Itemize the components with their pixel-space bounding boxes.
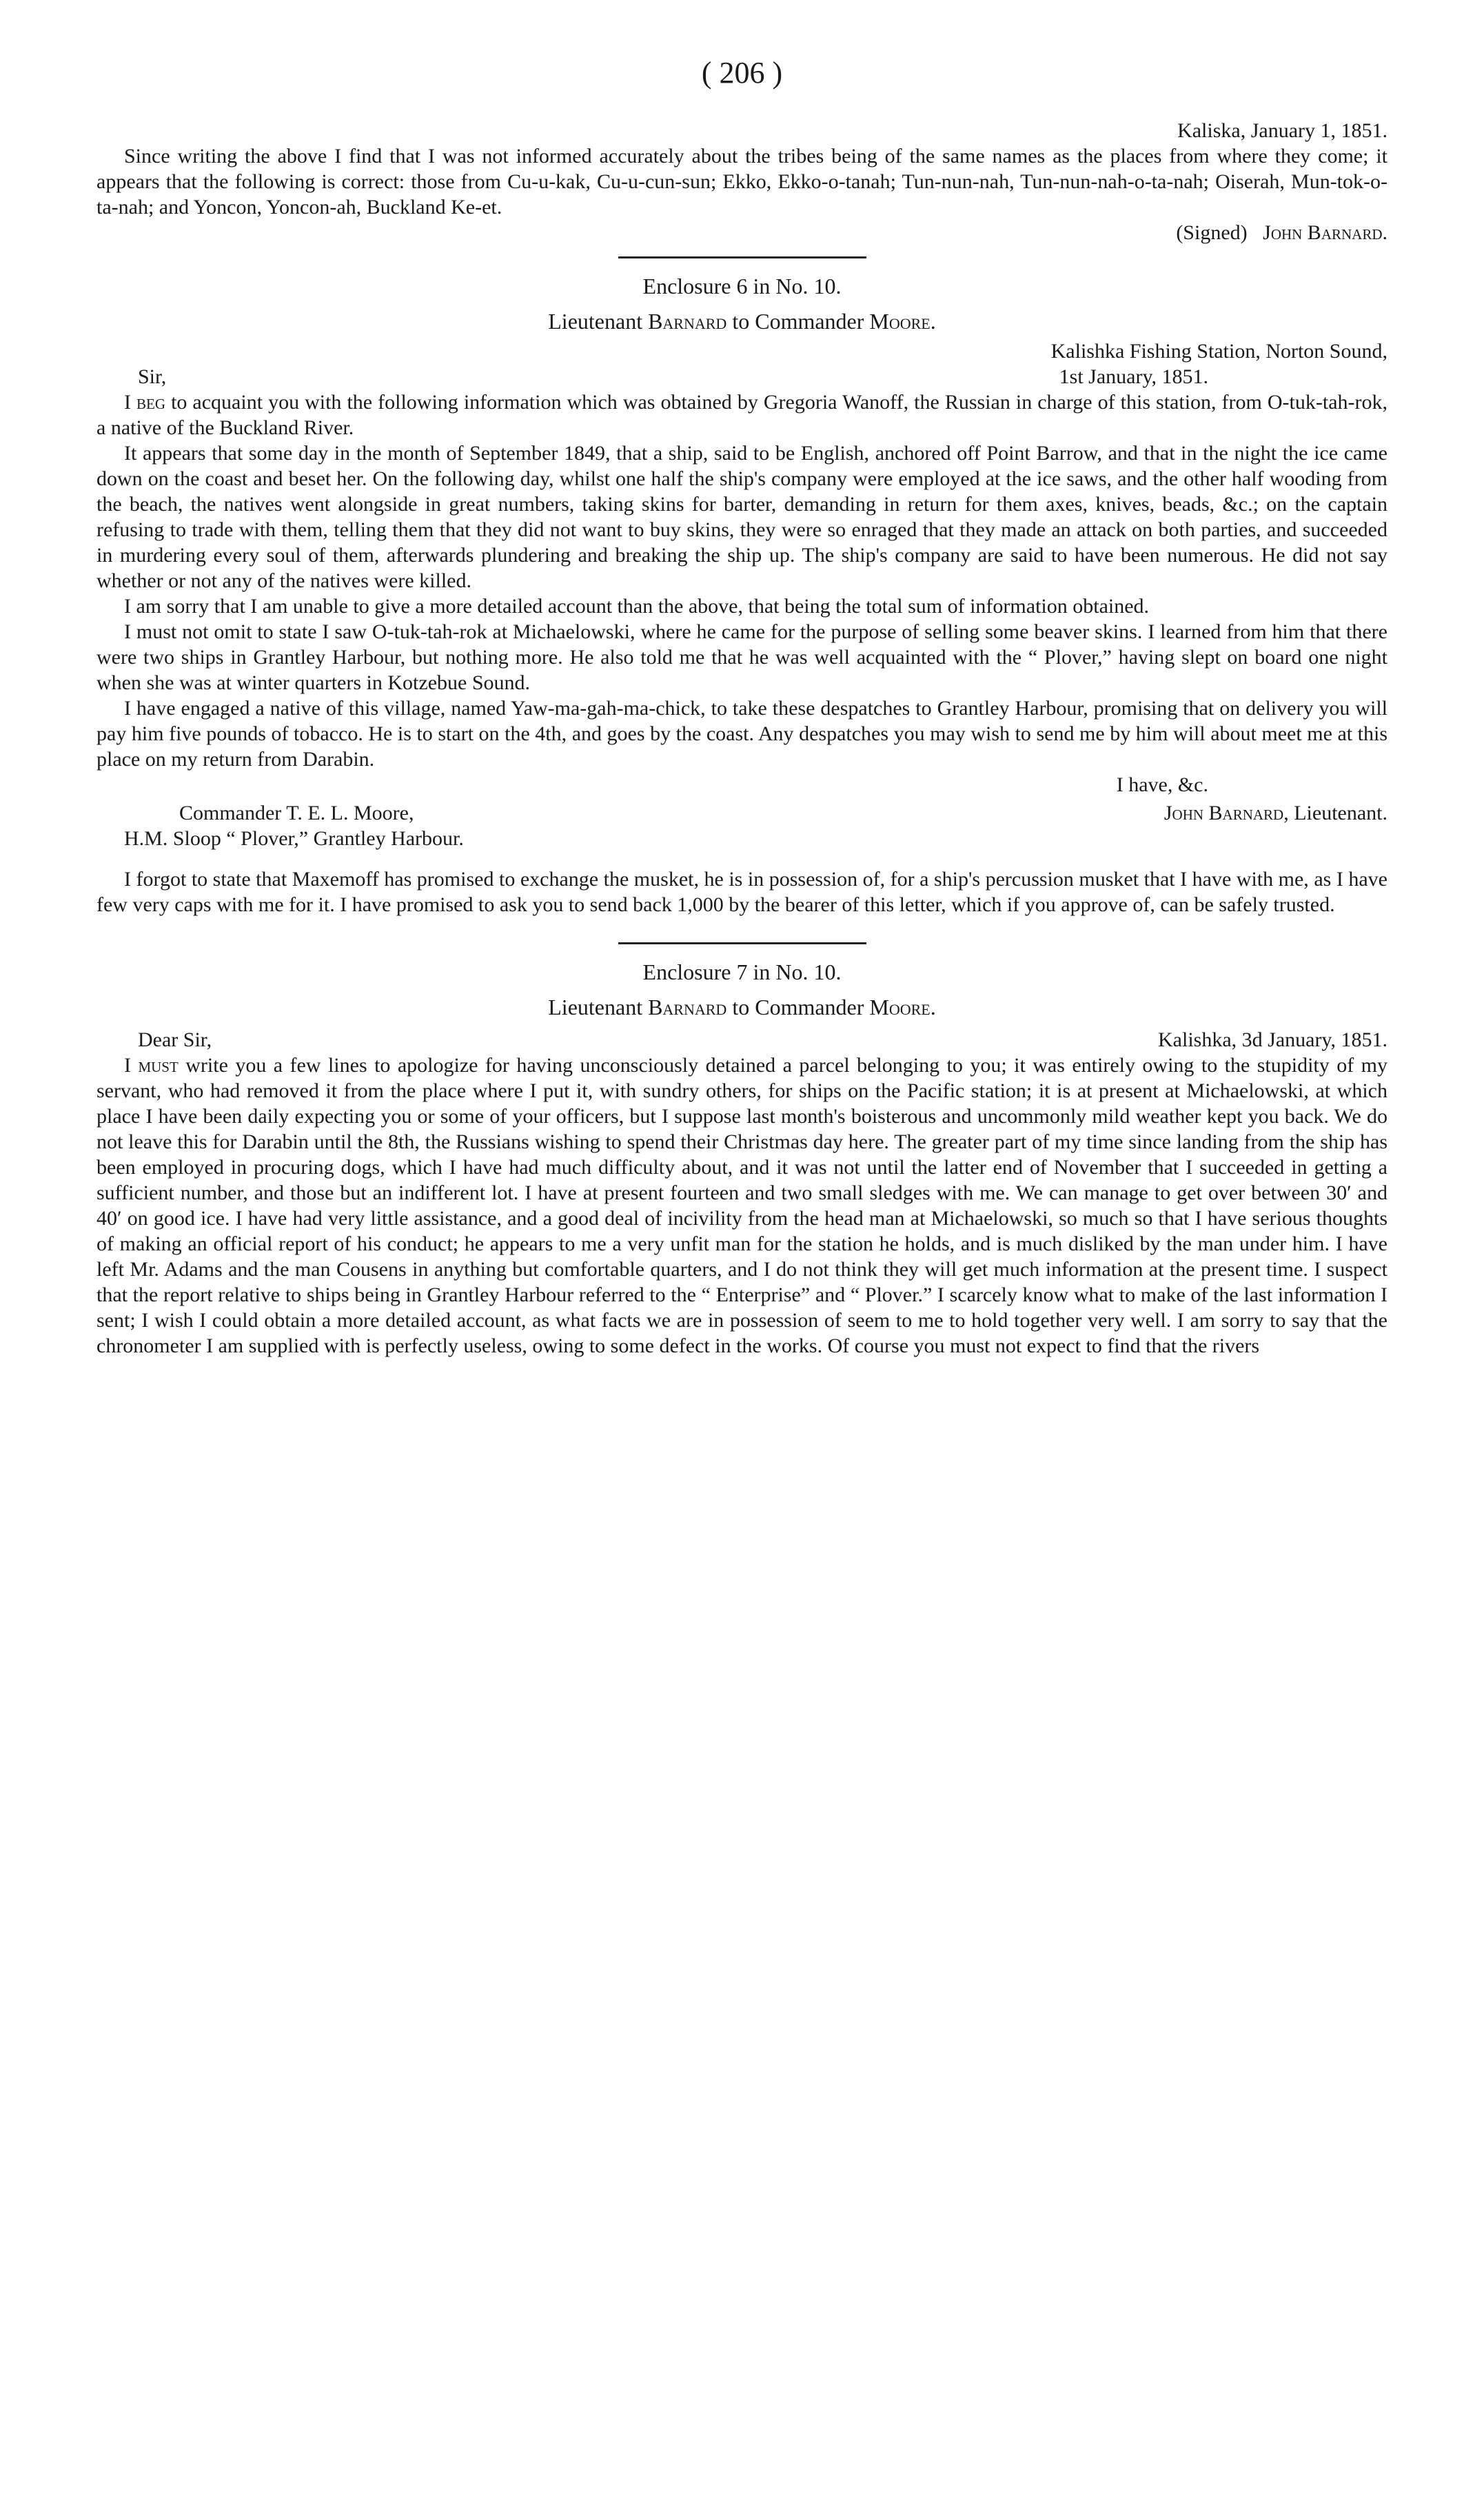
section-divider: [618, 942, 866, 944]
enclosure-7: [96, 959, 1388, 1359]
letter-date: 1st January, 1851.: [1059, 365, 1208, 388]
letter-paragraph: [96, 389, 1388, 440]
subheading-prefix: Lieutenant: [548, 995, 643, 1019]
intro-dateline: Kaliska, January 1, 1851.: [1177, 119, 1388, 142]
intro-postscript: [96, 118, 1388, 245]
subheading-mid: to Commander: [732, 995, 864, 1019]
page-number: ( 206 ): [701, 56, 783, 90]
addressee-line: Commander T. E. L. Moore,: [179, 802, 414, 824]
letter-paragraph: I must not omit to state I saw O-tuk-tah-rok at Michaelowski, where he came for the purpose of selling some beaver skins. I learned from him that there were two ships in Grantley Harbour, but nothing more. He also told me that he was well acquainted with the “ Plover,” having slept on board one night when she was at winter quarters in Kotzebue Sound.: [96, 620, 1388, 694]
enclosure-subheading: [96, 995, 1388, 1020]
section-divider: [618, 256, 866, 258]
letter-paragraph: I am sorry that I am unable to give a more detailed account than the above, that being the total sum of information obtained.: [124, 595, 1150, 618]
letter-paragraph: I have engaged a native of this village, named Yaw-ma-gah-ma-chick, to take these despatches to Grantley Harbour, promising that on delivery you will pay him five pounds of tobacco. He is to start on the 4th, and goes by the coast. Any despatches you may wish to send me by him will about meet me at this place on my return from Darabin.: [96, 697, 1388, 771]
paragraph-text: write you a few lines to apologize for having unconsciously detained a parcel belonging to you; it was entirely owing to the stupidity of my servant, who had removed it from the place where I put it, with sundry others, for ships on the Pacific station; it is at present at Michaelowski, at which place I have been daily expecting you or some of your officers, but I suppose last month's boisterous and uncommonly mild weather kept you back. We do not leave this for Darabin until the 8th, the Russians wishing to spend their Christmas day here. The greater part of my time since landing from the ship has been employed in procuring dogs, which I have had much difficulty about, and it was not until the latter end of November that I succeeded in getting a sufficient number, and those but an indifferent lot. I have at present fourteen and two small sledges with me. We can manage to get over between 30′ and 40′ on good ice. I have had very little assistance, and a good deal of incivility from the head man at Michaelowski, so much so that I have serious thoughts of making an official report of his conduct; he appears to me a very unfit man for the station he holds, and is much disliked by the man under him. I have left Mr. Adams and the man Cousens in anything but comfortable quarters, and I do not think they will get much information at the present time. I suspect that the report relative to ships being in Grantley Harbour referred to the “ Enterprise” and “ Plover.” I scarcely know what to make of the last information I sent; I wish I could obtain a more detailed account, as what facts we are in possession of seem to me to hold together very well. I am sorry to say that the chronometer I am supplied with is perfectly useless, owing to some defect in the works. Of course you must not expect to find that the rivers: [96, 1054, 1388, 1357]
signer-name: John Barnard.: [1263, 221, 1388, 244]
subheading-mid: to Commander: [732, 309, 864, 334]
subheading-to: Moore.: [869, 309, 936, 334]
signer-rank: Lieutenant.: [1294, 802, 1388, 824]
subheading-prefix: Lieutenant: [548, 309, 643, 334]
subheading-to: Moore.: [869, 995, 936, 1019]
signer-name: John Barnard,: [1163, 802, 1289, 824]
enclosure-subheading: [96, 309, 1388, 334]
salutation: Dear Sir,: [138, 1028, 212, 1051]
letter-closing: I have, &c.: [1116, 773, 1208, 796]
intro-signature: [96, 220, 1388, 245]
enclosure-heading: Enclosure 6 in No. 10.: [642, 274, 842, 298]
letter-date: Kalishka, 3d January, 1851.: [1158, 1028, 1388, 1051]
letter-paragraph: It appears that some day in the month of September 1849, that a ship, said to be English, anchored off Point Barrow, and that in the night the ice came down on the coast and beset her. On the following day, whilst one half the ship's company were employed at the ice saws, and the other half wooding from the beach, the natives went alongside in great numbers, taking skins for barter, demanding in return for them axes, knives, beads, &c.; on the captain refusing to trade with them, telling them that they did not want to buy skins, they were so enraged that they made an attack on both parties, and succeeded in murdering every soul of them, afterwards plundering and breaking the ship up. The ship's company are said to have been numerous. He did not say whether or not any of the natives were killed.: [96, 442, 1388, 592]
salutation-row: [96, 1027, 1388, 1053]
addressee-line: H.M. Sloop “ Plover,” Grantley Harbour.: [124, 827, 464, 850]
letter-paragraph: [96, 1053, 1388, 1359]
subheading-from: Barnard: [648, 309, 727, 334]
signed-label: (Signed): [1176, 221, 1248, 244]
letter-postscript: I forgot to state that Maxemoff has promised to exchange the musket, he is in possession of, for a ship's percussion musket that I have with me, as I have few very caps with me for it. I have promised to ask you to send back 1,000 by the bearer of this letter, which if you approve of, can be safely trusted.: [96, 868, 1388, 916]
signature-row: [96, 800, 1388, 826]
paragraph-lead: I beg: [124, 391, 166, 414]
letter-location: Kalishka Fishing Station, Norton Sound,: [1050, 340, 1388, 363]
enclosure-6: [96, 274, 1388, 917]
enclosure-heading: Enclosure 7 in No. 10.: [642, 959, 842, 984]
paragraph-text: to acquaint you with the following information which was obtained by Gregoria Wanoff, the Russian in charge of this station, from O-tuk-tah-rok, a native of the Buckland River.: [96, 391, 1388, 439]
salutation: Sir,: [138, 365, 167, 388]
signer-block: [1164, 800, 1388, 826]
subheading-from: Barnard: [648, 995, 727, 1019]
salutation-row: [96, 364, 1388, 389]
intro-body: Since writing the above I find that I was not informed accurately about the tribes being of the same names as the places from where they come; it appears that the following is correct: those from Cu-u-kak, Cu-u-cun-sun; Ekko, Ekko-o-tanah; Tun-nun-nah, Tun-nun-nah-o-ta-nah; Oiserah, Mun-tok-o-ta-nah; and Yoncon, Yoncon-ah, Buckland Ke-et.: [96, 145, 1388, 219]
paragraph-lead: I must: [124, 1054, 179, 1077]
